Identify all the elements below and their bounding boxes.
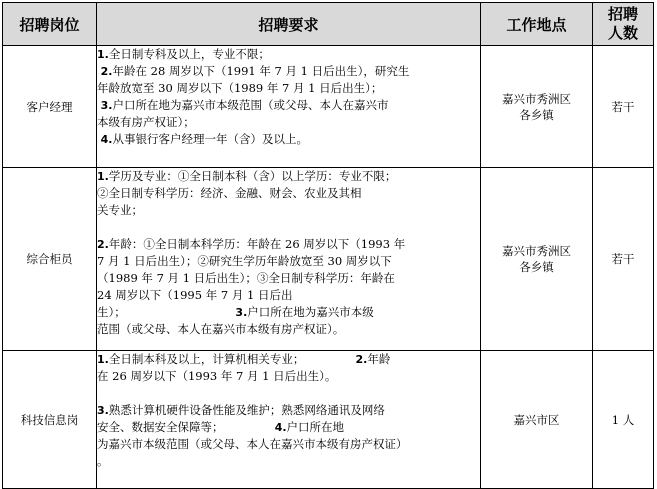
header-position: 招聘岗位 [3,3,97,46]
location-cell [481,46,593,168]
header-row [3,3,654,46]
location-line: 嘉兴市秀洲区 [502,91,571,106]
requirement-line: 本级有房产权证）； [97,115,195,129]
requirement-line: 7 月 1 日后出生）；②研究生学历年龄放宽至 30 周岁以下 [97,254,392,268]
requirement-line: 生）； 3.户口所在地为嘉兴市本级 [97,305,374,319]
position-cell: 综合柜员 [3,168,97,351]
requirement-line: 为嘉兴市本级范围（或父母、本人在嘉兴市本级有房产权证） [97,437,408,451]
item-number: 1. [97,353,109,366]
requirement-line: 年龄放宽至 30 周岁以下（1989 年 7 月 1 日后出生）； [97,81,383,95]
location-line: 各乡镇 [519,260,554,274]
requirement-line: 范围（或父母、本人在嘉兴市本级有房产权证）。 [97,322,345,336]
table-row [3,46,654,168]
requirement-line: 关专业； [97,203,143,217]
item-number: 2. [97,238,109,251]
item-number: 4. [100,133,113,146]
item-number: 4. [274,421,287,434]
requirement-line: 3.熟悉计算机硬件设备性能及维护；熟悉网络通讯及网络 [97,403,385,417]
location-line: 各乡镇 [519,107,554,122]
requirement-line: 1.全日制专科及以上，专业不限； [97,47,270,61]
table-row [3,351,654,489]
requirement-line: （1989 年 7 月 1 日后出生）；③全日制专科学历：年龄在 [97,271,395,285]
requirement-line: 24 周岁以下（1995 年 7 月 1 日后出 [97,288,293,302]
item-number: 2. [355,353,368,366]
requirements-cell [97,168,481,351]
count-cell: 1 人 [593,351,654,489]
location-cell [481,351,593,489]
item-number: 2. [100,65,113,78]
count-cell: 若干 [593,46,654,168]
requirement-line: 4.从事银行客户经理一年（含）及以上。 [100,132,308,146]
requirement-line [97,385,480,402]
position-cell: 科技信息岗 [3,351,97,489]
header-requirements: 招聘要求 [97,3,481,46]
requirement-line: ②全日制专科学历：经济、金融、财会、农业及其相 [97,186,362,200]
requirement-line: 2.年龄：①全日制本科学历：年龄在 26 周岁以下（1993 年 [97,237,406,251]
item-number: 1. [97,170,109,183]
requirements-cell [97,351,481,489]
recruitment-table [2,2,654,489]
requirement-line [97,219,480,236]
location-cell [481,168,593,351]
position-cell: 客户经理 [3,46,97,168]
requirement-line: 安全、数据安全保障等； 4.户口所在地 [97,420,345,434]
requirement-line: 1.全日制本科及以上，计算机相关专业； 2.年龄 [97,352,391,366]
header-count-line2: 人数 [607,24,638,42]
requirements-cell [97,46,481,168]
item-number: 3. [235,306,248,319]
header-count [593,3,654,46]
requirement-line: 2.年龄在 28 周岁以下（1991 年 7 月 1 日后出生），研究生 [100,64,410,78]
location-line: 嘉兴市区 [513,412,560,427]
table-row [3,168,654,351]
requirement-line: 1.学历及专业：①全日制本科（含）以上学历：专业不限； [97,169,397,183]
item-number: 1. [97,48,109,61]
location-line: 嘉兴市秀洲区 [502,244,571,258]
count-cell: 若干 [593,168,654,351]
item-number: 3. [100,99,113,112]
requirement-line: 。 [97,454,109,468]
header-count-line1: 招聘 [607,5,638,23]
requirement-line: 3.户口所在地为嘉兴市本级范围（或父母、本人在嘉兴市 [100,98,389,112]
requirement-line: 在 26 周岁以下（1993 年 7 月 1 日后出生）。 [97,369,337,383]
header-location: 工作地点 [481,3,593,46]
item-number: 3. [97,404,109,417]
